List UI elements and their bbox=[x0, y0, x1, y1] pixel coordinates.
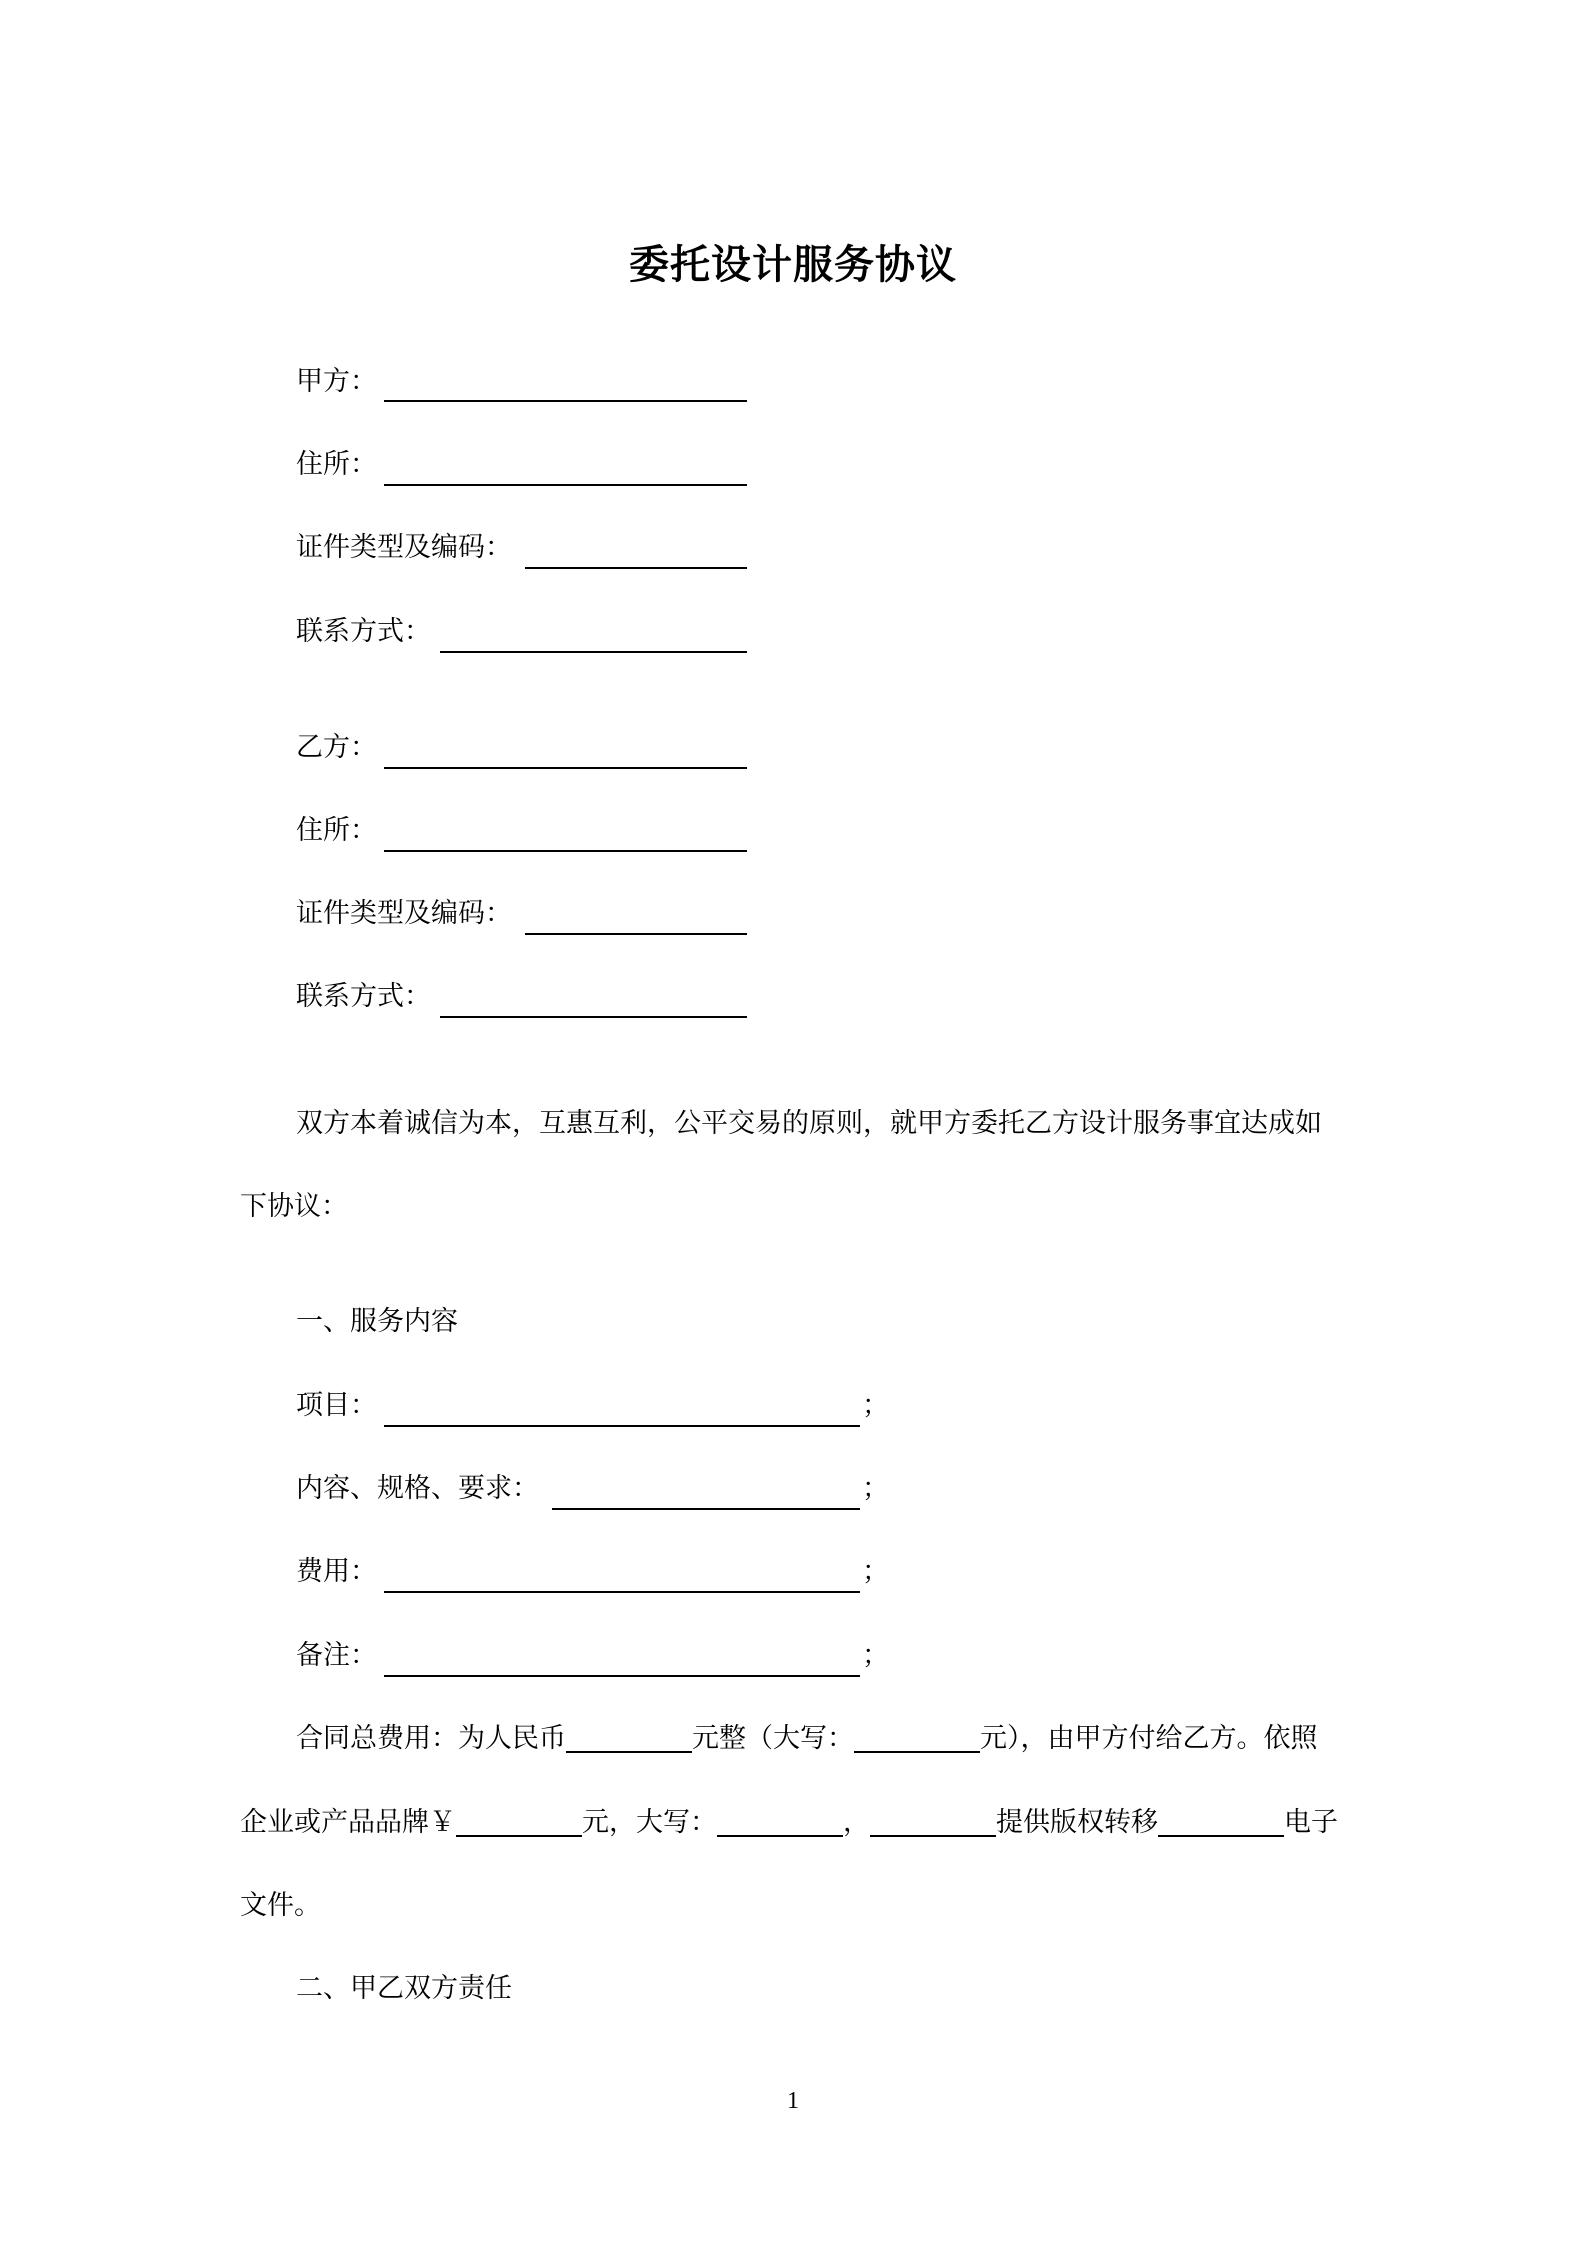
item-field[interactable] bbox=[384, 1425, 860, 1427]
party-b-contact-label: 联系方式： bbox=[296, 981, 431, 1012]
page-number: 1 bbox=[787, 2088, 799, 2114]
total-fee-text-1: 合同总费用：为人民币 bbox=[296, 1723, 566, 1754]
brand-amount-field[interactable] bbox=[456, 1805, 582, 1837]
spec-semicolon: ； bbox=[862, 1473, 889, 1504]
spec-field[interactable] bbox=[552, 1508, 860, 1510]
note-field[interactable] bbox=[384, 1675, 860, 1677]
fee-semicolon: ； bbox=[862, 1556, 889, 1587]
party-a-name-field[interactable] bbox=[384, 400, 747, 402]
page-title: 委托设计服务协议 bbox=[629, 242, 957, 288]
total-fee-text-2: 元整（大写： bbox=[692, 1723, 854, 1754]
total-amount-field[interactable] bbox=[566, 1721, 692, 1753]
party-a-address-label: 住所： bbox=[296, 449, 377, 480]
party-b-contact-field[interactable] bbox=[440, 1016, 747, 1018]
party-b-address-label: 住所： bbox=[296, 815, 377, 846]
total-fee-text-8: 电子 bbox=[1284, 1807, 1338, 1838]
party-a-name-label: 甲方： bbox=[296, 366, 377, 397]
party-b-name-field[interactable] bbox=[384, 767, 747, 769]
party-a-id-field[interactable] bbox=[525, 567, 747, 569]
note-semicolon: ； bbox=[862, 1640, 889, 1671]
party-a-contact-field[interactable] bbox=[440, 651, 747, 653]
section2-heading: 二、甲乙双方责任 bbox=[296, 1973, 512, 2004]
item-semicolon: ； bbox=[862, 1390, 889, 1421]
copyright-field-1[interactable] bbox=[870, 1805, 996, 1837]
total-fee-text-7: 提供版权转移 bbox=[996, 1807, 1158, 1838]
party-a-id-label: 证件类型及编码： bbox=[296, 532, 512, 563]
total-amount-uppercase-field[interactable] bbox=[854, 1721, 980, 1753]
total-fee-line1 bbox=[296, 1719, 1318, 1759]
total-fee-text-3: 元），由甲方付给乙方。依照 bbox=[980, 1723, 1318, 1754]
party-a-address-field[interactable] bbox=[384, 484, 747, 486]
note-label: 备注： bbox=[296, 1640, 377, 1671]
fee-label: 费用： bbox=[296, 1556, 377, 1587]
party-b-id-label: 证件类型及编码： bbox=[296, 898, 512, 929]
intro-paragraph-line2: 下协议： bbox=[240, 1191, 348, 1222]
copyright-field-2[interactable] bbox=[1158, 1805, 1284, 1837]
party-b-name-label: 乙方： bbox=[296, 732, 377, 763]
party-a-contact-label: 联系方式： bbox=[296, 616, 431, 647]
total-fee-line3: 文件。 bbox=[240, 1890, 321, 1921]
total-fee-text-6: ， bbox=[843, 1807, 870, 1838]
fee-field[interactable] bbox=[384, 1591, 860, 1593]
section1-heading: 一、服务内容 bbox=[296, 1306, 458, 1337]
total-fee-text-5: 元，大写： bbox=[582, 1807, 717, 1838]
item-label: 项目： bbox=[296, 1390, 377, 1421]
brand-amount-uppercase-field[interactable] bbox=[717, 1805, 843, 1837]
party-b-id-field[interactable] bbox=[525, 933, 747, 935]
intro-paragraph-line1: 双方本着诚信为本，互惠互利，公平交易的原则，就甲方委托乙方设计服务事宜达成如 bbox=[296, 1108, 1322, 1139]
party-b-address-field[interactable] bbox=[384, 850, 747, 852]
total-fee-line2 bbox=[240, 1803, 1338, 1843]
total-fee-text-4: 企业或产品品牌￥ bbox=[240, 1807, 456, 1838]
spec-label: 内容、规格、要求： bbox=[296, 1473, 539, 1504]
